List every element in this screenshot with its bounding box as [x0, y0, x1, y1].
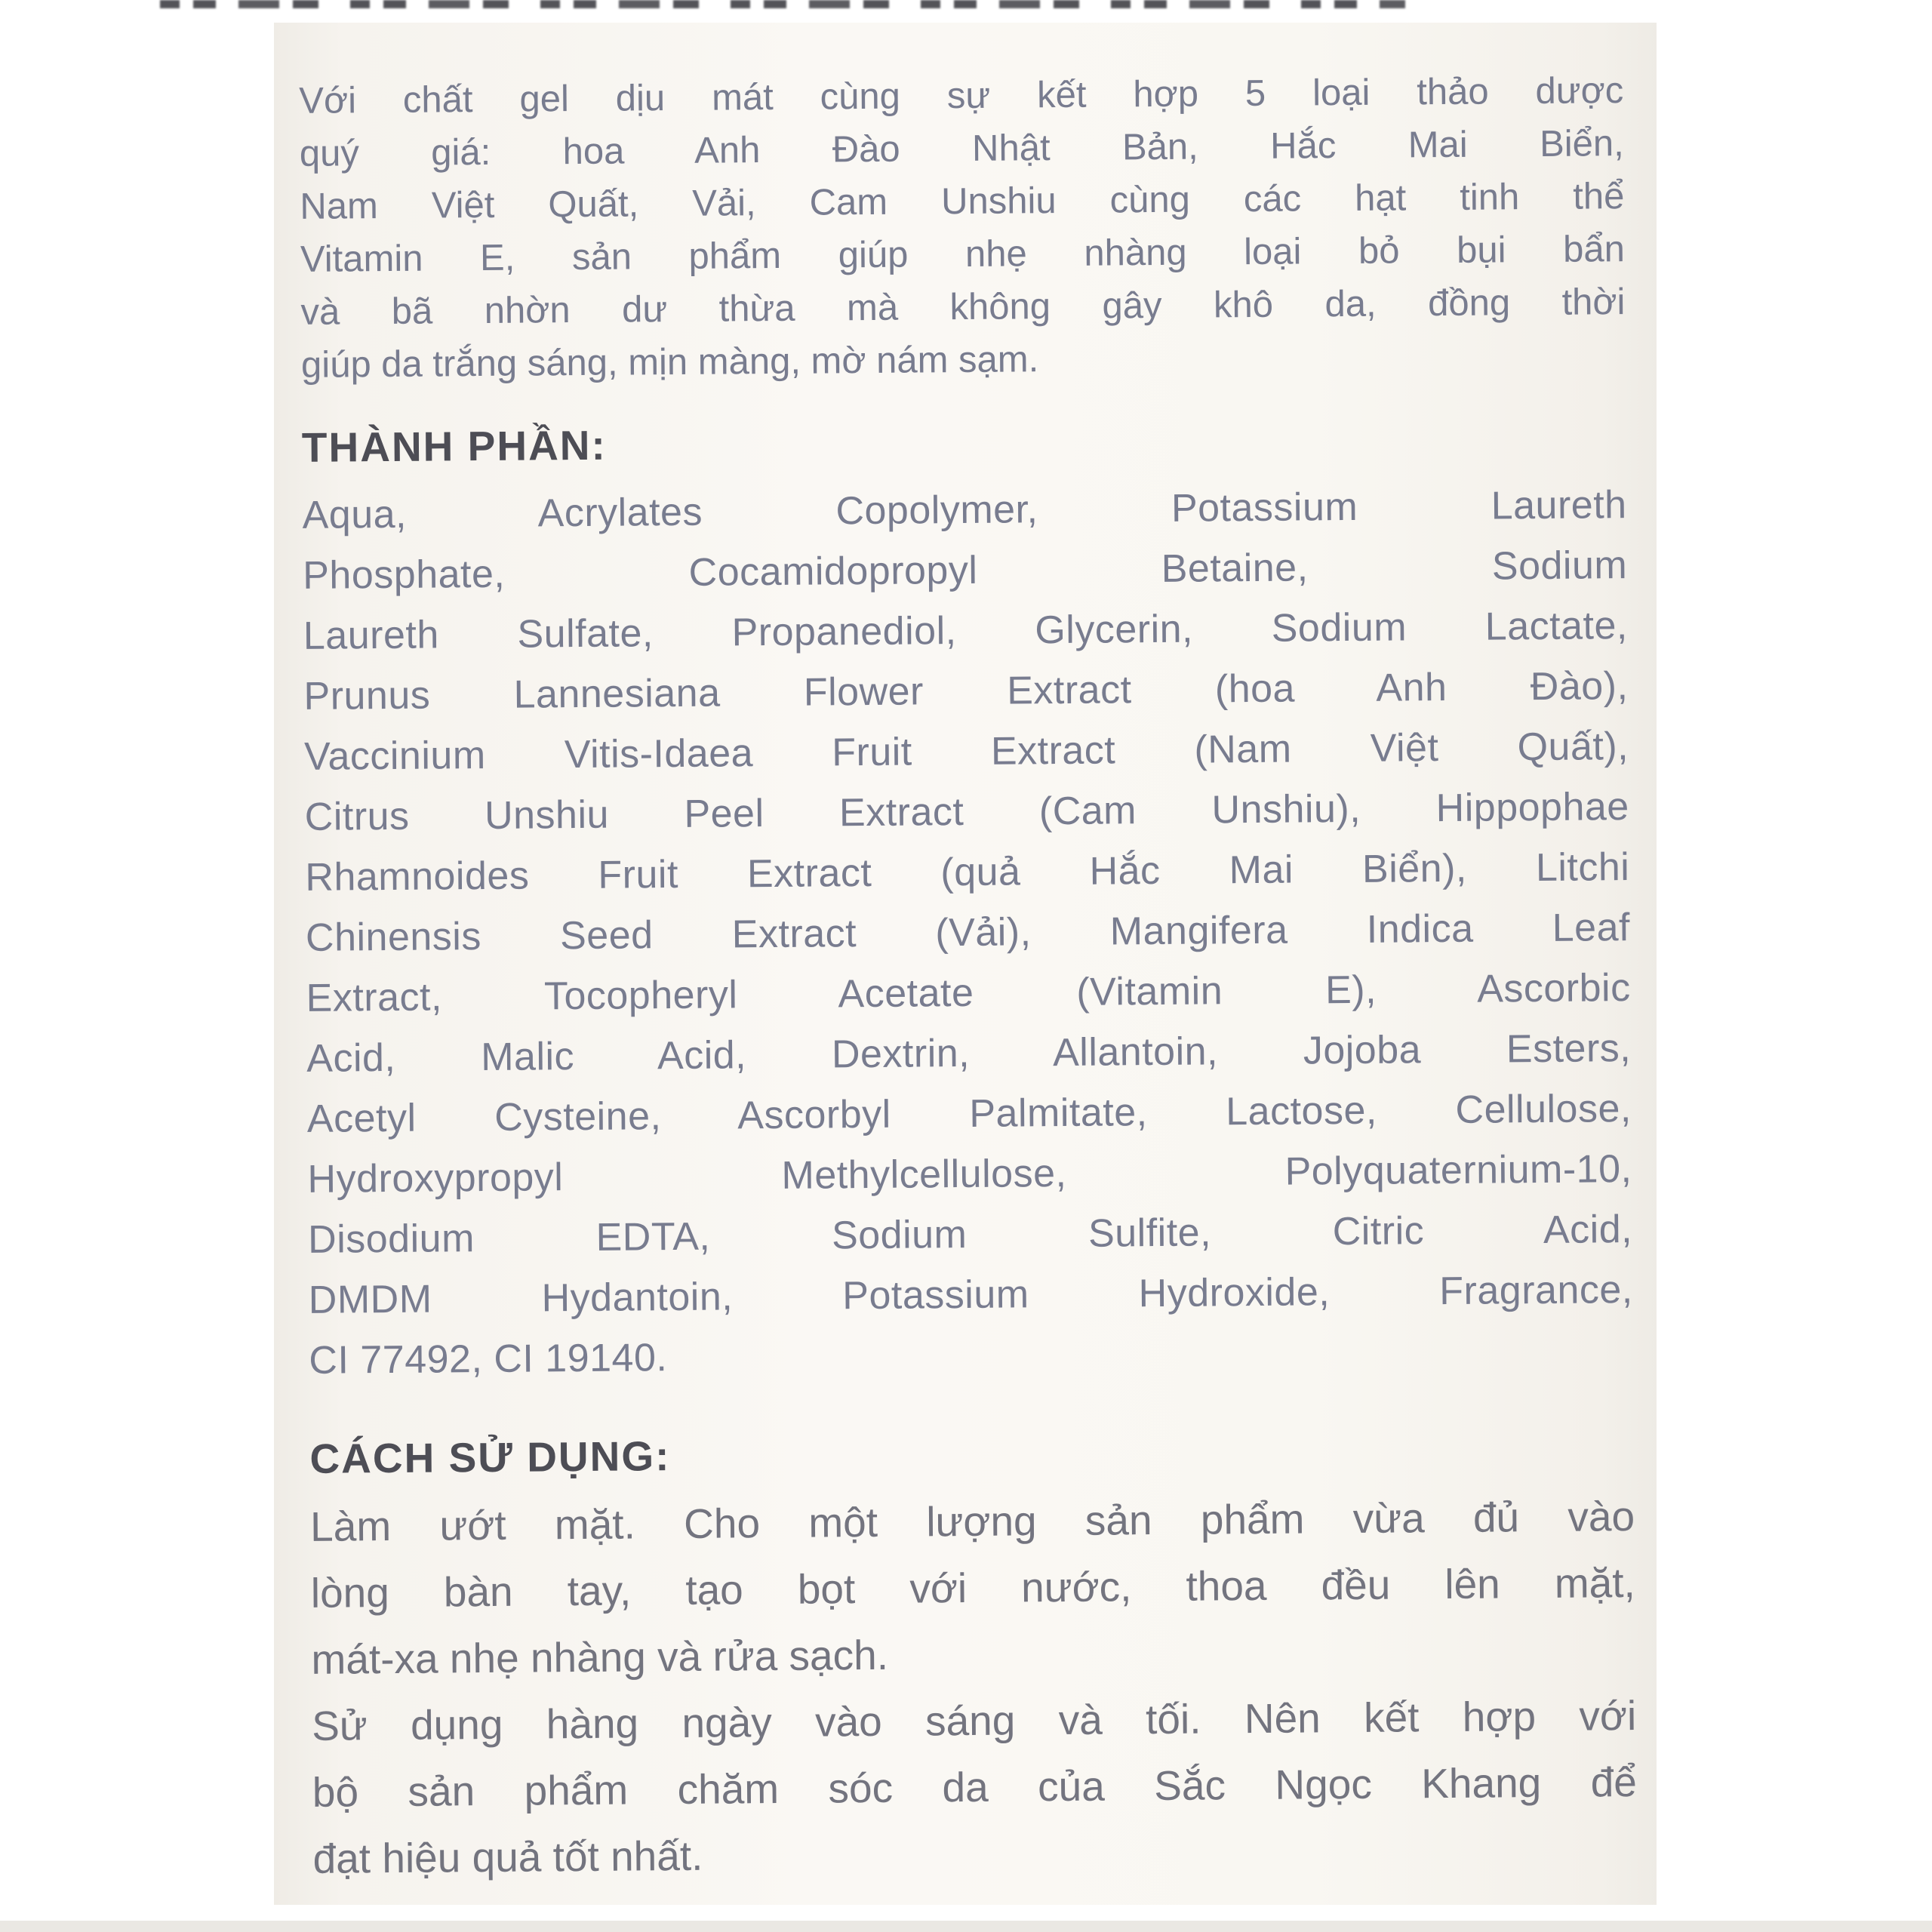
ingredients-list — [302, 475, 1633, 1391]
text-line: Vitamin E, sản phẩm giúp nhẹ nhàng loại bỏ bụi bẩn — [300, 229, 1626, 280]
usage-heading: CÁCH SỬ DỤNG: — [309, 1432, 671, 1482]
usage-paragraph — [310, 1483, 1636, 1693]
text-line: Hydroxypropyl Methylcellulose, Polyquaternium-10, — [307, 1147, 1632, 1201]
text-line: Làm ướt mặt. Cho một lượng sản phẩm vừa đủ vào — [309, 1493, 1635, 1550]
text-line: Citrus Unshiu Peel Extract (Cam Unshiu), Hippophae — [304, 785, 1629, 839]
text-line: Rhamnoides Fruit Extract (quả Hắc Mai Biển), Litchi — [305, 845, 1630, 900]
text-line: Aqua, Acrylates Copolymer, Potassium Laureth — [302, 483, 1627, 537]
text-line: Nam Việt Quất, Vải, Cam Unshiu cùng các hạt tinh thể — [300, 176, 1625, 227]
text-line: Sử dụng hàng ngày vào sáng và tối. Nên kết hợp với — [311, 1692, 1637, 1749]
cropped-text-top — [160, 0, 1405, 8]
text-line: quý giá: hoa Anh Đào Nhật Bản, Hắc Mai Biển, — [299, 123, 1625, 174]
text-line: Prunus Lannesiana Flower Extract (hoa Anh Đào), — [303, 664, 1629, 718]
text-line: Vaccinium Vitis-Idaea Fruit Extract (Nam Việt Quất), — [303, 724, 1629, 779]
text-line: CI 77492, CI 19140. — [309, 1336, 668, 1383]
bottom-edge-band — [0, 1921, 1932, 1932]
text-line: và bã nhờn dư thừa mà không gây khô da, đồng thời — [300, 281, 1626, 333]
text-line: bộ sản phẩm chăm sóc da của Sắc Ngọc Khang để — [312, 1758, 1638, 1816]
text-line: Extract, Tocopheryl Acetate (Vitamin E), Ascorbic — [306, 966, 1631, 1020]
text-line: Acid, Malic Acid, Dextrin, Allantoin, Jojoba Esters, — [306, 1026, 1632, 1081]
text-line: Phosphate, Cocamidopropyl Betaine, Sodium — [303, 543, 1628, 598]
text-line: Với chất gel dịu mát cùng sự kết hợp 5 loại thảo dược — [299, 70, 1624, 122]
text-line: Acetyl Cysteine, Ascorbyl Palmitate, Lactose, Cellulose, — [306, 1087, 1632, 1141]
text-line: mát-xa nhẹ nhàng và rửa sạch. — [311, 1631, 889, 1683]
intro-paragraph — [299, 64, 1626, 392]
text-line: DMDM Hydantoin, Potassium Hydroxide, Fragrance, — [308, 1268, 1633, 1322]
ingredients-heading: THÀNH PHẦN: — [301, 421, 608, 471]
text-line: lòng bàn tay, tạo bọt với nước, thoa đều lên mặt, — [310, 1559, 1636, 1617]
text-line: Laureth Sulfate, Propanediol, Glycerin, Sodium Lactate, — [303, 604, 1629, 658]
usage-instructions — [310, 1483, 1638, 1892]
text-line: giúp da trắng sáng, mịn màng, mờ nám sạm. — [300, 339, 1039, 386]
text-line: đạt hiệu quả tốt nhất. — [312, 1832, 703, 1882]
product-label — [274, 23, 1657, 1905]
text-line: Chinensis Seed Extract (Vải), Mangifera Indica Leaf — [305, 906, 1631, 960]
usage-paragraph — [312, 1682, 1638, 1892]
text-line: Disodium EDTA, Sodium Sulfite, Citric Acid, — [307, 1208, 1633, 1262]
label-content — [299, 64, 1638, 1892]
